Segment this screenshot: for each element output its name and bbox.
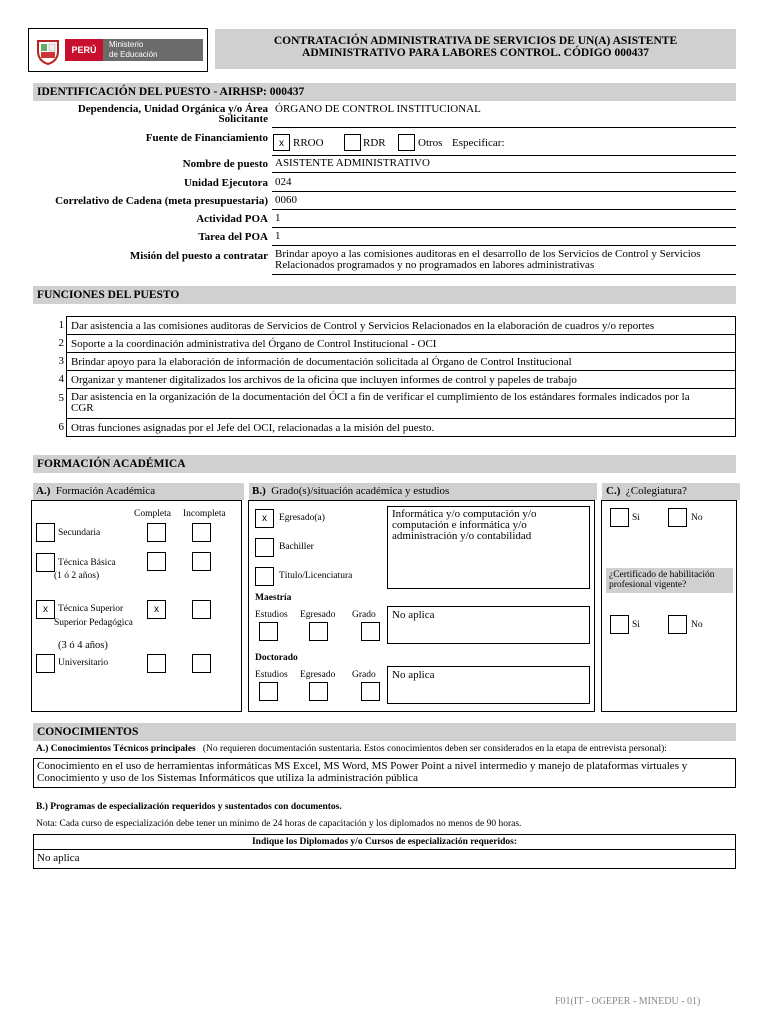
formacion-c-panel — [601, 500, 737, 712]
rroo-label: RROO — [293, 137, 324, 149]
colegiatura-no-label: No — [691, 513, 703, 523]
ministry-line1: Ministerio — [109, 40, 144, 49]
function-item: Organizar y mantener digitalizados los archivos de la oficina que incluyen informes de control y papeles de trabajo — [66, 370, 736, 389]
doctorado-grado-label: Grado — [352, 670, 376, 680]
maestria-estudios-checkbox[interactable] — [259, 622, 278, 641]
tecnica-basica-completa[interactable] — [147, 552, 166, 571]
tecnica-superior-completa[interactable]: x — [147, 600, 166, 619]
title-line2: ADMINISTRATIVO PARA LABORES CONTROL. CÓDIGO 000437 — [302, 47, 649, 59]
coat-of-arms-icon — [35, 37, 61, 65]
doctorado-textbox: No aplica — [387, 666, 590, 704]
peru-logo-red: PERÚ — [65, 39, 103, 61]
otros-label: Otros — [418, 137, 443, 149]
funciones-title: FUNCIONES DEL PUESTO — [33, 286, 736, 304]
conocimientos-a-box: Conocimiento en el uso de herramientas informáticas MS Excel, MS Word, MS Power Point a nivel intermedio y manejo de plataformas virtuales y Conocimiento y uso de los Sistemas Informáticos que utiliza la administración pública — [33, 758, 736, 788]
tecnica-superior-years: (3 ó 4 años) — [58, 640, 108, 651]
colegiatura-si-checkbox[interactable] — [610, 508, 629, 527]
function-item: Dar asistencia en la organización de la documentación del ÓCI a fin de verificar el cumplimiento de los estándares formales indicados por la CGR — [66, 388, 736, 419]
certificado-no-label: No — [691, 620, 703, 630]
bachiller-checkbox[interactable] — [255, 538, 274, 557]
colegiatura-no-checkbox[interactable] — [668, 508, 687, 527]
actividad-value: 1 — [272, 212, 736, 228]
function-item: Dar asistencia a las comisiones auditoras de Servicios de Control y Servicios Relacionados en la elaboración de cuadros y/o reportes — [66, 316, 736, 335]
logo-box — [28, 28, 208, 72]
function-item: Soporte a la coordinación administrativa del Órgano de Control Institucional - OCI — [66, 334, 736, 353]
title-line1: CONTRATACIÓN ADMINISTRATIVA DE SERVICIOS DE UN(A) ASISTENTE — [273, 35, 678, 47]
footer-code: F01(IT - OGEPER - MINEDU - 01) — [555, 996, 701, 1007]
rdr-label: RDR — [363, 137, 386, 149]
doctorado-egresado-label: Egresado — [300, 670, 336, 680]
superior-pedagogica-label: Superior Pedagógica — [54, 618, 133, 628]
titulo-label: Título/Licenciatura — [279, 571, 353, 581]
nombre-label: Nombre de puesto — [182, 158, 268, 170]
function-item: Brindar apoyo para la elaboración de información de documentación solicitada al Órgano de Control Institucional — [66, 352, 736, 371]
tecnica-superior-label: Técnica Superior — [58, 604, 124, 614]
maestria-egresado-checkbox[interactable] — [309, 622, 328, 641]
certificado-si-label: Si — [632, 620, 640, 630]
conocimientos-a-title-row: A.) Conocimientos Técnicos principales (No requieren documentación sustentaria. Estos conocimientos deben ser considerados en la etapa de entrevista personal): — [36, 744, 667, 754]
diplomados-header: Indique los Diplomados y/o Cursos de especialización requeridos: — [33, 834, 736, 850]
estudios-textbox: Informática y/o computación y/o computación e informática y/o administración y/o contabilidad — [387, 506, 590, 589]
tecnica-basica-label: Técnica Básica — [58, 558, 116, 568]
certificado-header: ¿Certificado de habilitación profesional vigente? — [606, 568, 733, 593]
incompleta-label: Incompleta — [183, 509, 226, 519]
certificado-no-checkbox[interactable] — [668, 615, 687, 634]
function-number: 1 — [58, 319, 64, 331]
identificacion-title: IDENTIFICACIÓN DEL PUESTO - AIRHSP: 000437 — [33, 83, 736, 101]
colegiatura-si-label: Si — [632, 513, 640, 523]
doctorado-grado-checkbox[interactable] — [361, 682, 380, 701]
mision-value: Brindar apoyo a las comisiones auditoras en el desarrollo de los Servicios de Control y Servicios Relacionados programados y no programados en labores administrativas — [272, 249, 736, 275]
tecnica-basica-years: (1 ó 2 años) — [54, 571, 100, 581]
unidad-value: 024 — [272, 176, 736, 192]
formacion-c-header: C.) ¿Colegiatura? — [602, 483, 740, 500]
egresado-checkbox[interactable]: x — [255, 509, 274, 528]
tecnica-superior-checkbox[interactable]: x — [36, 600, 55, 619]
secundaria-incompleta[interactable] — [192, 523, 211, 542]
fuente-label: Fuente de Financiamiento — [145, 132, 268, 144]
universitario-label: Universitario — [58, 658, 109, 668]
function-item: Otras funciones asignadas por el Jefe del OCI, relacionadas a la misión del puesto. — [66, 418, 736, 437]
rroo-checkbox[interactable]: x — [273, 134, 290, 151]
rdr-checkbox[interactable] — [344, 134, 361, 151]
tecnica-basica-incompleta[interactable] — [192, 552, 211, 571]
diplomados-value: No aplica — [33, 849, 736, 869]
maestria-label: Maestría — [255, 593, 292, 603]
conocimientos-b-title: B.) Programas de especialización requeridos y sustentados con documentos. — [36, 802, 342, 812]
conocimientos-title: CONOCIMIENTOS — [33, 723, 736, 741]
maestria-egresado-label: Egresado — [300, 610, 336, 620]
tecnica-superior-incompleta[interactable] — [192, 600, 211, 619]
secundaria-completa[interactable] — [147, 523, 166, 542]
formacion-title: FORMACIÓN ACADÉMICA — [33, 455, 736, 473]
maestria-textbox: No aplica — [387, 606, 590, 644]
formacion-a-header: A.) Formación Académica — [33, 483, 244, 500]
dependencia-label: Dependencia, Unidad Orgánica y/o Área Solicitante — [77, 103, 268, 125]
universitario-checkbox[interactable] — [36, 654, 55, 673]
header-title-box — [215, 29, 736, 69]
titulo-checkbox[interactable] — [255, 567, 274, 586]
maestria-grado-label: Grado — [352, 610, 376, 620]
secundaria-label: Secundaria — [58, 528, 101, 538]
maestria-grado-checkbox[interactable] — [361, 622, 380, 641]
maestria-estudios-label: Estudios — [255, 610, 288, 620]
bachiller-label: Bachiller — [279, 542, 314, 552]
function-number: 6 — [58, 421, 64, 433]
function-number: 3 — [58, 355, 64, 367]
especificar-label: Especificar: — [452, 137, 505, 149]
doctorado-estudios-label: Estudios — [255, 670, 288, 680]
otros-checkbox[interactable] — [398, 134, 415, 151]
ministry-line2: de Educación — [109, 50, 158, 59]
universitario-completa[interactable] — [147, 654, 166, 673]
function-number: 2 — [58, 337, 64, 349]
function-number: 4 — [58, 373, 64, 385]
unidad-label: Unidad Ejecutora — [183, 177, 268, 189]
dependencia-value: ÓRGANO DE CONTROL INSTITUCIONAL — [272, 103, 736, 128]
egresado-label: Egresado(a) — [279, 513, 325, 523]
actividad-label: Actividad POA — [196, 213, 268, 225]
function-number: 5 — [58, 392, 64, 404]
fuente-underline — [272, 155, 736, 156]
tecnica-basica-checkbox[interactable] — [36, 553, 55, 572]
universitario-incompleta[interactable] — [192, 654, 211, 673]
doctorado-label: Doctorado — [255, 653, 298, 663]
correlativo-label: Correlativo de Cadena (meta presupuestaria) — [55, 195, 268, 207]
certificado-si-checkbox[interactable] — [610, 615, 629, 634]
nombre-value: ASISTENTE ADMINISTRATIVO — [272, 157, 736, 173]
formacion-b-header: B.) Grado(s)/situación académica y estudios — [249, 483, 597, 500]
tarea-value: 1 — [272, 230, 736, 246]
doctorado-egresado-checkbox[interactable] — [309, 682, 328, 701]
correlativo-value: 0060 — [272, 194, 736, 210]
conocimientos-b-note: Nota: Cada curso de especialización debe tener un mínimo de 24 horas de capacitación y los diplomados no menos de 90 horas. — [36, 819, 522, 829]
tarea-label: Tarea del POA — [198, 231, 268, 243]
ministry-logo-gray — [103, 39, 203, 61]
doctorado-estudios-checkbox[interactable] — [259, 682, 278, 701]
secundaria-checkbox[interactable] — [36, 523, 55, 542]
completa-label: Completa — [134, 509, 171, 519]
mision-label: Misión del puesto a contratar — [129, 250, 268, 262]
